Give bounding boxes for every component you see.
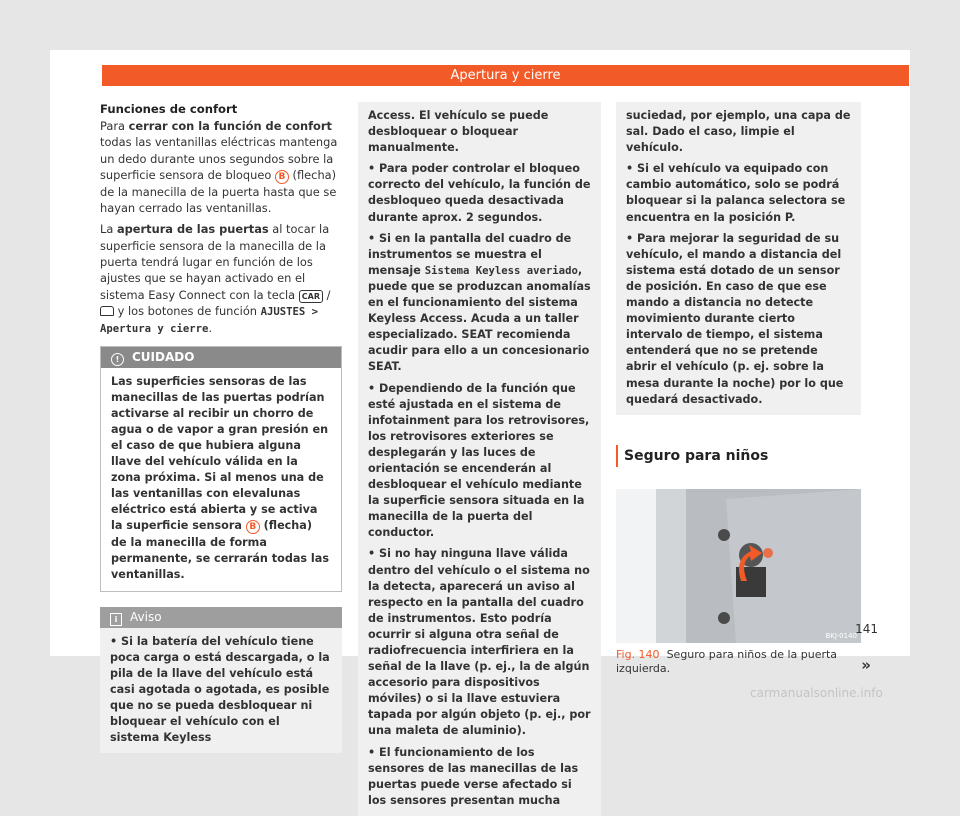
caution-text: Las superficies sensoras de las manecillas de las puertas podrían activarse al recibir un chorro de agua o de vapor a gran presión en el caso de que hubiera alguna llave del vehículo válida en la zona próxima. Si al menos una de las ventanillas con elevalunas eléctrico está abierta y se activa la superficie sensora B (flecha) de la manecilla de forma permanente, se cerrarán todas las ventanillas. [111,374,329,581]
aviso-header: i Aviso [100,607,342,628]
aviso-text: • Si la batería del vehículo tiene poca carga o está descargada, o la pila de la llave del vehículo está casi agotada o agotada, es posible que no se pueda desbloquear ni bloquear el vehículo con el sistema Keyless [110,634,330,745]
aviso-item: • Si en la pantalla del cuadro de instrumentos se muestra el mensaje Sistema Keyless averiado, puede que se produzcan anomalías en el funcionamiento del sistema Keyless Access. Acuda a un taller especializado. SEAT recomienda acudir para ello a un concesionario SEAT. [368,231,591,374]
info-icon: i [110,613,122,626]
paragraph-apertura: La apertura de las puertas al tocar la superficie sensora de la manecilla de la puerta tendrá lugar en función de los ajustes que se hayan activado en el sistema Easy Connect con la tecla CAR / y los botones de función AJUSTES > Apertura y cierre. [100,222,331,336]
section-title: Seguro para niños [616,445,861,467]
aviso-item: suciedad, por ejemplo, una capa de sal. Dado el caso, limpie el vehículo. [626,109,851,155]
aviso-item: • Para mejorar la seguridad de su vehículo, el mando a distancia del sistema está dotado de un sensor de posición. En caso de que ese mando a distancia no detecte movimiento durante cierto intervalo de tiempo, el sistema entenderá que no se pretende abrir el vehículo (p. ej. sobre la mesa durante la noche) por lo que quedará desactivado. [626,231,844,406]
aviso-continuation [358,102,601,816]
figure-child-lock [616,489,861,643]
figure-code: BKJ-0140 [825,631,857,640]
continue-marker: » [861,655,871,674]
child-lock-illustration [616,489,861,643]
key-b-marker: B [275,170,289,184]
column-2 [358,102,601,816]
aviso-item: • Dependiendo de la función que esté ajustada en el sistema de infotainment para los retrovisores, los retrovisores exteriores se desplegarán y las luces de orientación se encenderán al desbloquear el vehículo mediante la superficie sensora situada en la manecilla de la puerta del conductor. [368,381,590,540]
figure-caption: Fig. 140 Seguro para niños de la puerta izquierda. » [616,647,871,675]
aviso-item: • El funcionamiento de los sensores de las manecillas de las puertas puede verse afectado si los sensores presentan mucha [368,745,579,807]
aviso-continuation [616,102,861,415]
key-b-marker: B [246,520,260,534]
watermark: carmanualsonline.info [750,686,883,700]
column-1 [100,102,342,753]
car-key-icon: CAR [299,290,323,303]
page-number: 141 [855,622,878,636]
paragraph-confort: Para cerrar con la función de confort todas las ventanillas eléctricas mantenga un dedo durante unos segundos sobre la superficie sensora de bloqueo B (flecha) de la manecilla de la puerta hasta que se hayan cerrado las ventanillas. [100,119,338,216]
aviso-item: Access. El vehículo se puede desbloquear o bloquear manualmente. [368,109,549,155]
section-heading: Funciones de confort [100,102,238,116]
aviso-item: • Para poder controlar el bloqueo correcto del vehículo, la función de desbloqueo queda desactivada durante aprox. 2 segundos. [368,162,591,224]
caution-box [100,346,342,592]
aviso-item: • Si no hay ninguna llave válida dentro del vehículo o el sistema no la detecta, aparecerá un aviso al respecto en la pantalla del cuadro de instrumentos. Esto podría ocurrir si alguna otra señal de radiofrecuencia interfiriera en la señal de la llave (p. ej., la de algún accesorio para dispositivos móviles) o si la llave estuviera tapada por algún objeto (p. ej., por una maleta de aluminio). [368,547,591,738]
aviso-item: • Si el vehículo va equipado con cambio automático, solo se podrá bloquear si la palanca selectora se encuentra en la posición P. [626,162,846,224]
warning-icon: ! [111,353,124,366]
caution-header: ! CUIDADO [101,347,341,368]
aviso-box [100,607,342,754]
car-menu-icon [100,306,114,316]
chapter-header: Apertura y cierre [102,65,909,86]
